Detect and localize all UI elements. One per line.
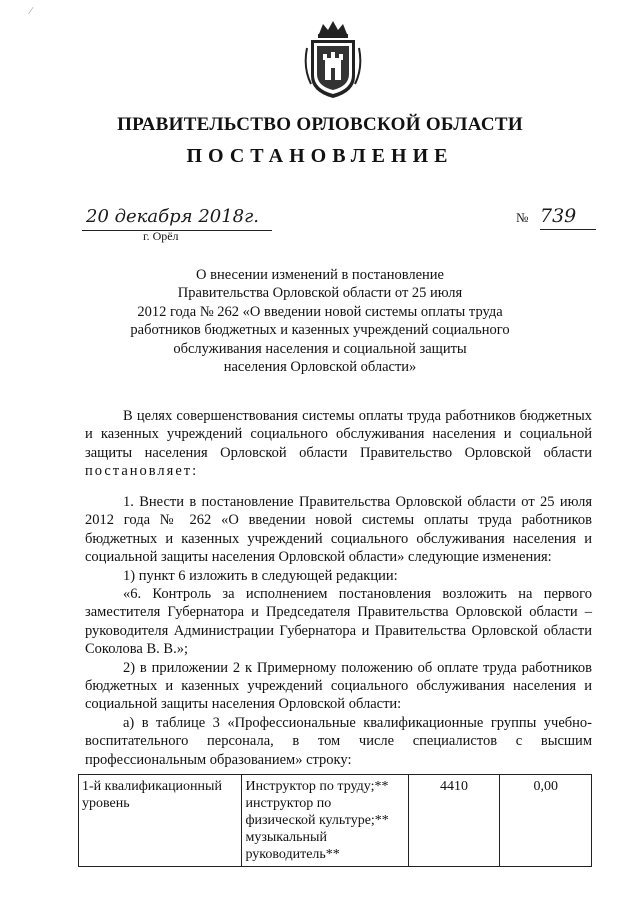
- subject-line: Правительства Орловской области от 25 июля: [177, 285, 463, 302]
- handwritten-number: 739: [540, 205, 577, 227]
- handwritten-date: 20 декабря 2018г.: [86, 206, 259, 227]
- coat-of-arms-icon: [303, 18, 363, 100]
- paragraph-subitem-2: 2) в приложении 2 к Примерному положению об оплате труда работников бюджетных и казенных учреждений социального обслуживания населения и социальной защиты населения Орловской области:: [85, 659, 592, 713]
- number-underline: [540, 229, 596, 230]
- document-subject: [100, 266, 540, 376]
- table-cell-salary: 4410: [408, 775, 500, 867]
- scan-mark: ⁄: [30, 6, 32, 17]
- preamble-text: В целях совершенствования системы оплаты труда работников бюджетных и казенных учреждений социального обслуживания населения и социальной защиты населения Орловской области Правительство Орловской области: [85, 408, 592, 461]
- table-cell-positions: Инструктор по труду;** инструктор по физической культуре;** музыкальный руководитель**: [242, 775, 408, 867]
- table-cell-level: 1-й квалификационный уровень: [79, 775, 242, 867]
- table-cell-coefficient: 0,00: [500, 775, 592, 867]
- subject-line: О внесении изменений в постановление: [196, 267, 444, 283]
- number-label: №: [516, 210, 529, 225]
- subject-line: 2012 года № 262 «О введении новой системы оплаты труда: [137, 303, 503, 320]
- organization-title: ПРАВИТЕЛЬСТВО ОРЛОВСКОЙ ОБЛАСТИ: [117, 114, 523, 135]
- paragraph-item-1: 1. Внести в постановление Правительства Орловской области от 25 июля 2012 года № 262 «О введении новой системы оплаты труда работников бюджетных и казенных учреждений социального обслуживания населения и социальной защиты населения Орловской области» следующие изменения:: [85, 494, 592, 566]
- preamble-emphasis: постановляет:: [85, 463, 199, 480]
- qualification-table: [78, 774, 592, 867]
- subject-line: работников бюджетных и казенных учреждений социального: [130, 322, 510, 339]
- document-type-title: ПОСТАНОВЛЕНИЕ: [186, 145, 454, 167]
- subject-line: населения Орловской области»: [223, 359, 417, 376]
- preamble-paragraph: [85, 407, 592, 481]
- paragraph-subitem-1: 1) пункт 6 изложить в следующей редакции:: [123, 567, 398, 584]
- paragraph-quote-6: «6. Контроль за исполнением постановления возложить на первого заместителя Губернатора и Председателя Правительства Орловской области – руководителя Администрации Губернатора и Правительства Орловской области Соколова В. В.»;: [85, 586, 592, 658]
- body-paragraphs: [85, 493, 592, 769]
- city-label: г. Орёл: [143, 229, 179, 243]
- subject-line: обслуживания населения и социальной защиты: [173, 340, 467, 357]
- paragraph-subitem-a: а) в таблице 3 «Профессиональные квалификационные группы учебно-воспитательного персонала, в том числе специалистов с высшим профессиональным образованием» строку:: [85, 714, 592, 768]
- table-row: [79, 775, 592, 867]
